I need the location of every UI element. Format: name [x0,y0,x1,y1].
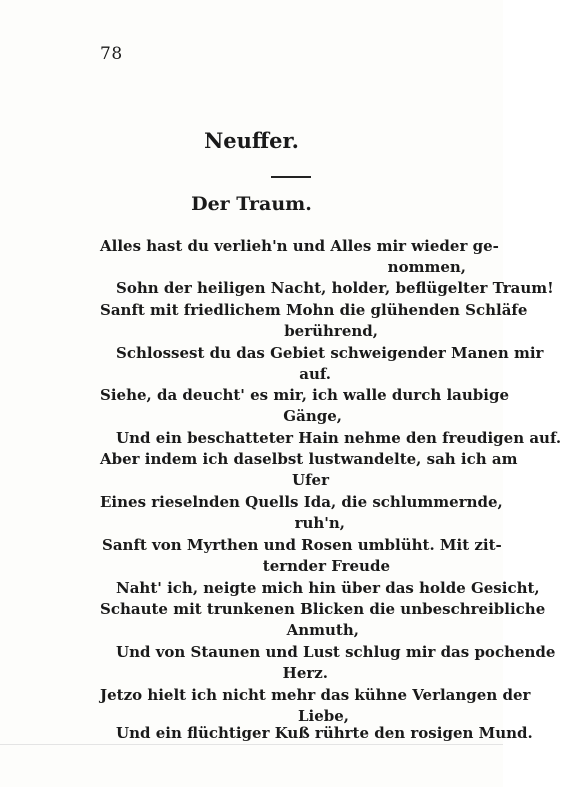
poem-title: Der Traum. [191,193,312,215]
verse-line: Schaute mit trunkenen Blicken die unbeschreibliche [100,600,546,618]
verse-line: Eines rieselnden Quells Ida, die schlummernde, [100,493,503,511]
page-number: 78 [100,44,123,64]
verse-line: berührend, [284,322,378,340]
verse-line: Alles hast du verlieh'n und Alles mir wieder ge- [100,237,499,255]
verse-line: Gänge, [283,407,342,425]
verse-line: Sohn der heiligen Nacht, holder, beflügelter Traum! [116,279,554,297]
verse-line: Siehe, da deucht' es mir, ich walle durch laubige [100,386,510,404]
verse-line: Aber indem ich daselbst lustwandelte, sah ich am [100,450,518,468]
verse-line: Und von Staunen und Lust schlug mir das pochende [116,643,556,661]
verse-line: ternder Freude [262,557,390,575]
verse-line: auf. [299,365,331,383]
verse-line: Schlossest du das Gebiet schweigender Manen mir [116,344,544,362]
verse-line: Naht' ich, neigte mich hin über das holde Gesicht, [116,579,540,597]
verse-line: ruh'n, [294,514,345,532]
page-bottom-edge [0,744,503,745]
verse-line: Ufer [292,471,329,489]
verse-line: Anmuth, [286,621,359,639]
verse-line: nommen, [387,258,466,276]
verse-line: Herz. [282,664,328,682]
verse-line: Sanft mit friedlichem Mohn die glühenden Schläfe [100,301,528,319]
verse-line: Und ein beschatteter Hain nehme den freudigen auf. [116,429,561,447]
verse-line: Jetzo hielt ich nicht mehr das kühne Verlangen der [100,686,531,704]
verse-line: Sanft von Myrthen und Rosen umblüht. Mit zit- [102,536,502,554]
separator-rule [271,176,311,178]
verse-line: Und ein flüchtiger Kuß rührte den rosigen Mund. [116,724,533,742]
author-heading: Neuffer. [204,128,299,153]
verse-line: Liebe, [297,707,349,725]
